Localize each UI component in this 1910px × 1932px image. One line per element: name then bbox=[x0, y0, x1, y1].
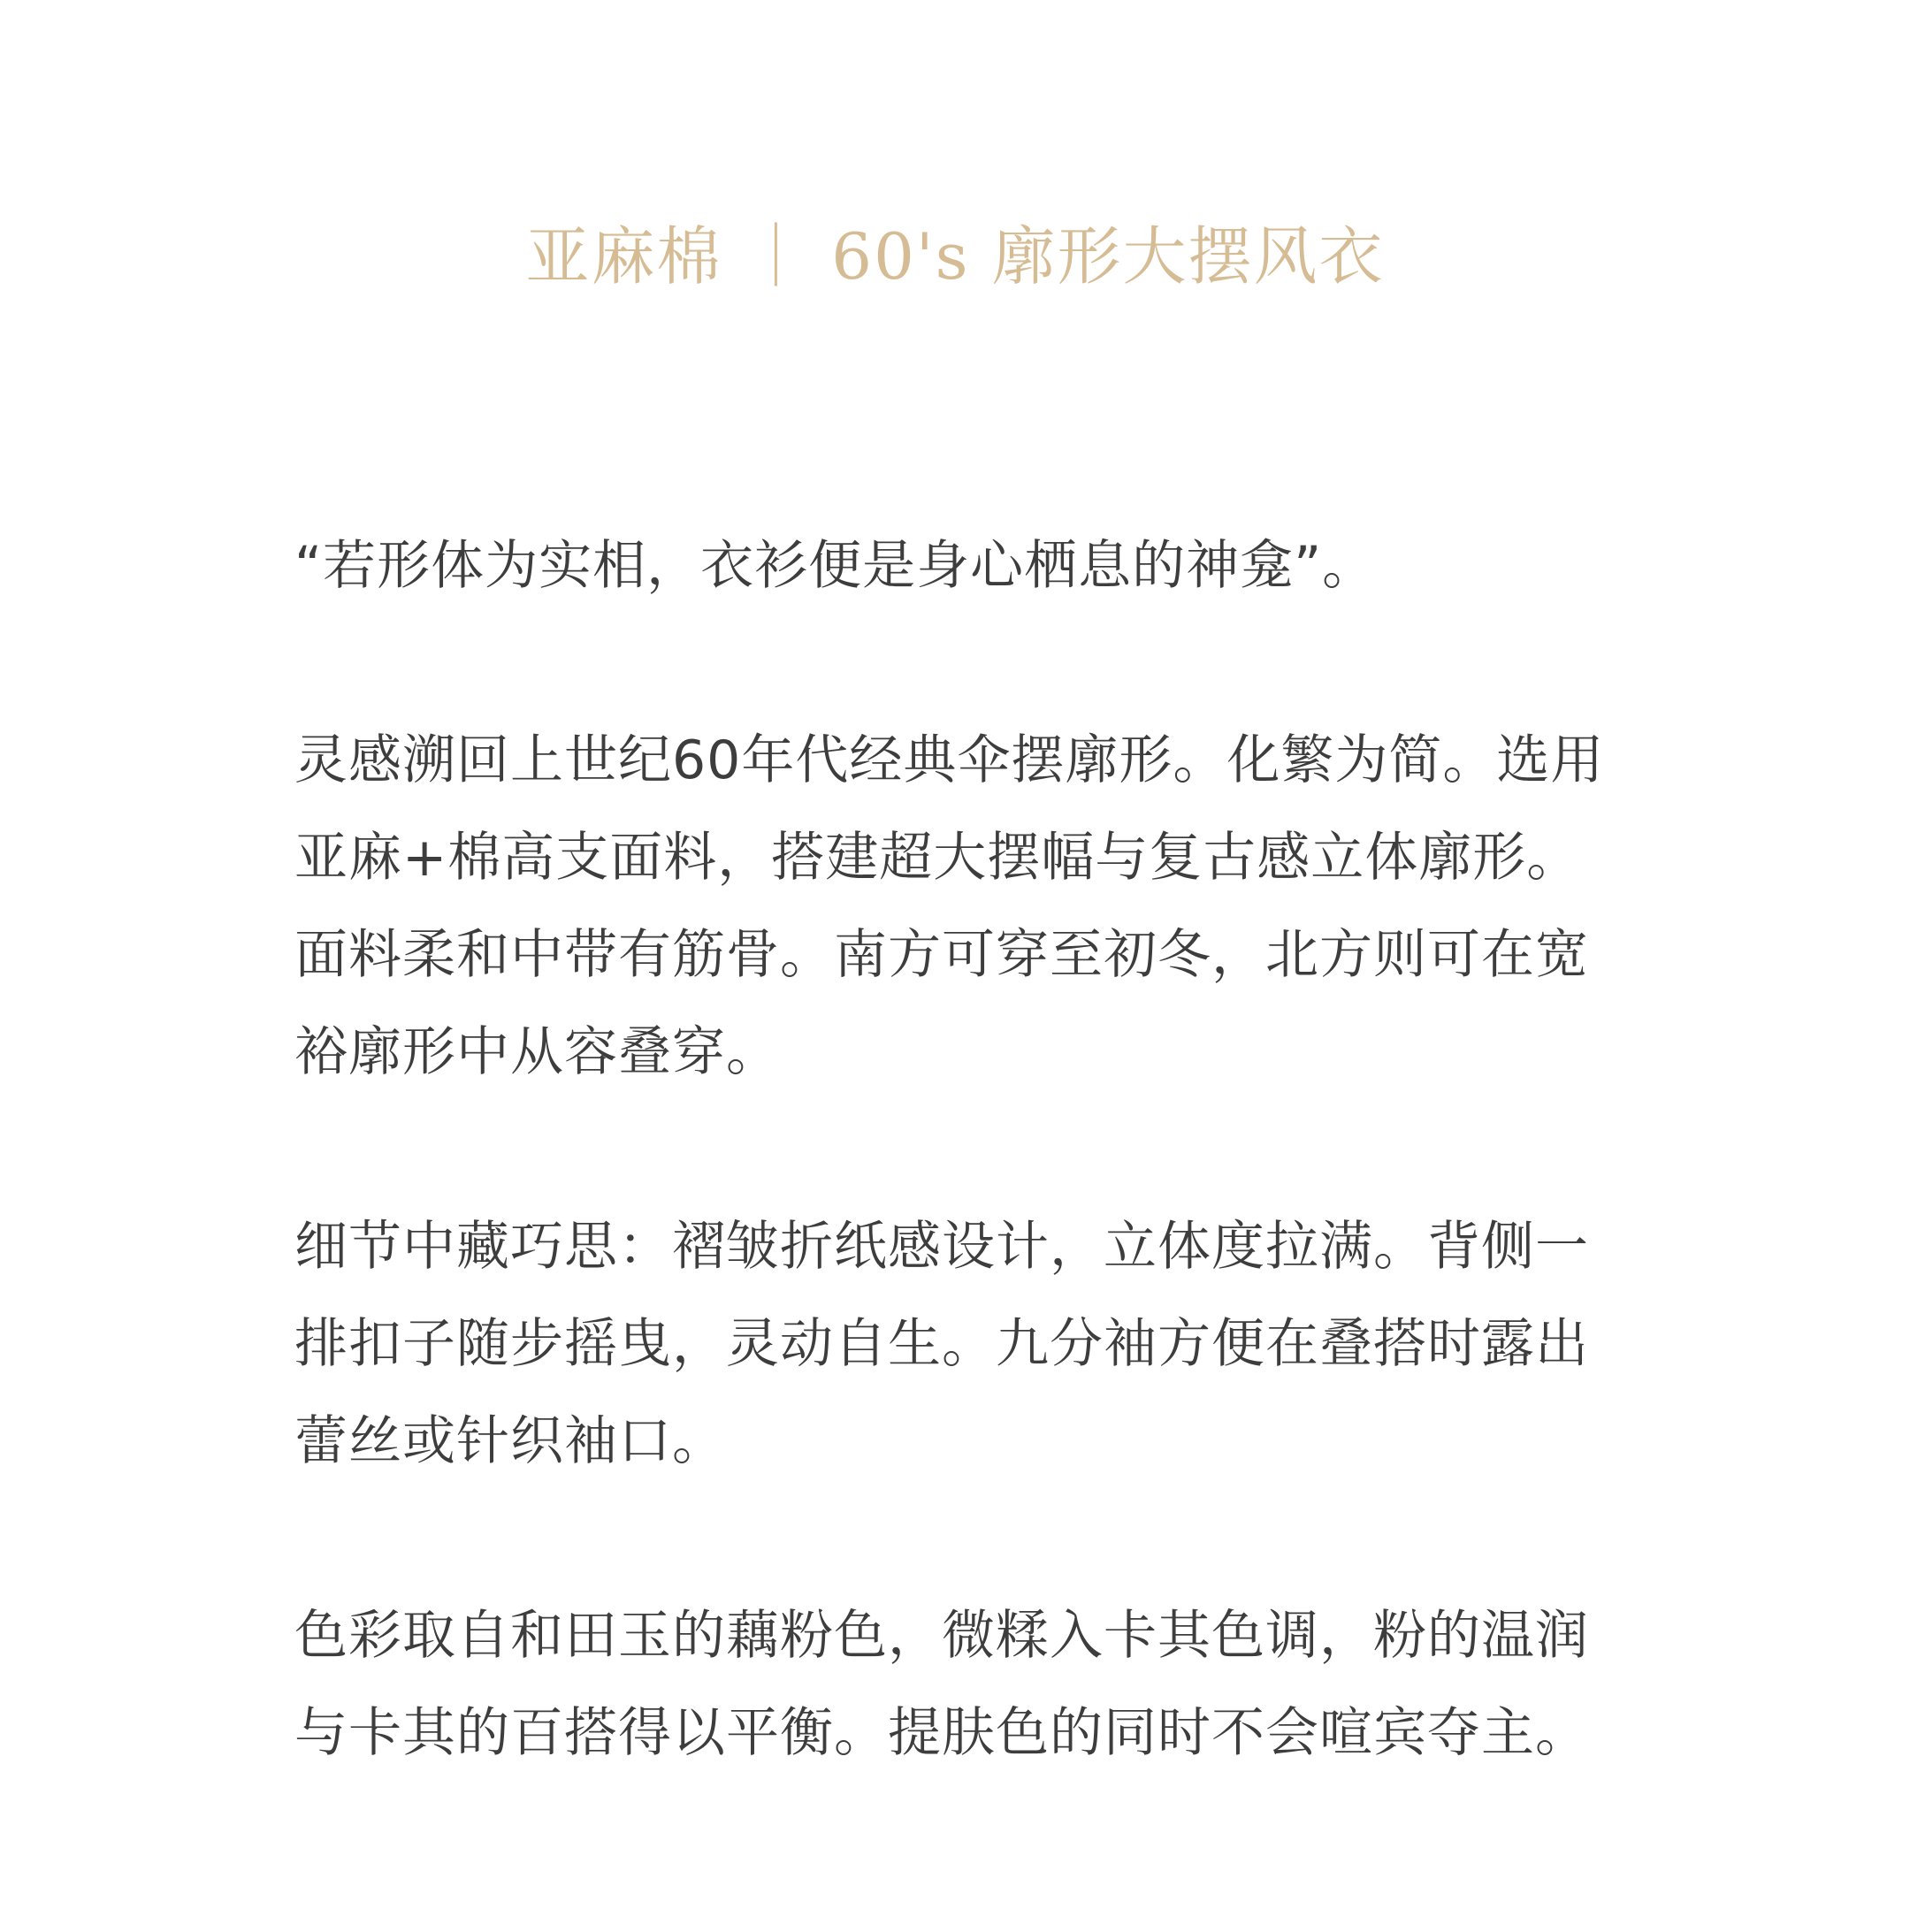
inspiration-paragraph: 灵感溯回上世纪60年代经典伞摆廓形。化繁为简。选用亚麻+棉高支面料，搭建超大摆幅与复古感立体廓形。面料柔和中带有筋骨。南方可穿至初冬，北方则可在宽裕廓形中从容叠穿。 bbox=[294, 729, 1605, 1083]
page-title: 亚麻棉 ｜ 60's 廓形大摆风衣 bbox=[525, 219, 1385, 294]
quote-paragraph: “若形体为实相，衣衫便是身心栖息的神龛”。 bbox=[294, 535, 1377, 597]
color-paragraph: 色彩取自和田玉的藕粉色，微糅入卡其色调，粉的温润与卡其的百搭得以平衡。提肤色的同时不会喧宾夺主。 bbox=[294, 1605, 1589, 1764]
detail-paragraph: 细节中藏巧思：褶皱折纸感设计，立体度拉满。背侧一排扣子随步摇曳，灵动自生。九分袖方便在叠搭时露出蕾丝或针织袖口。 bbox=[294, 1216, 1589, 1472]
